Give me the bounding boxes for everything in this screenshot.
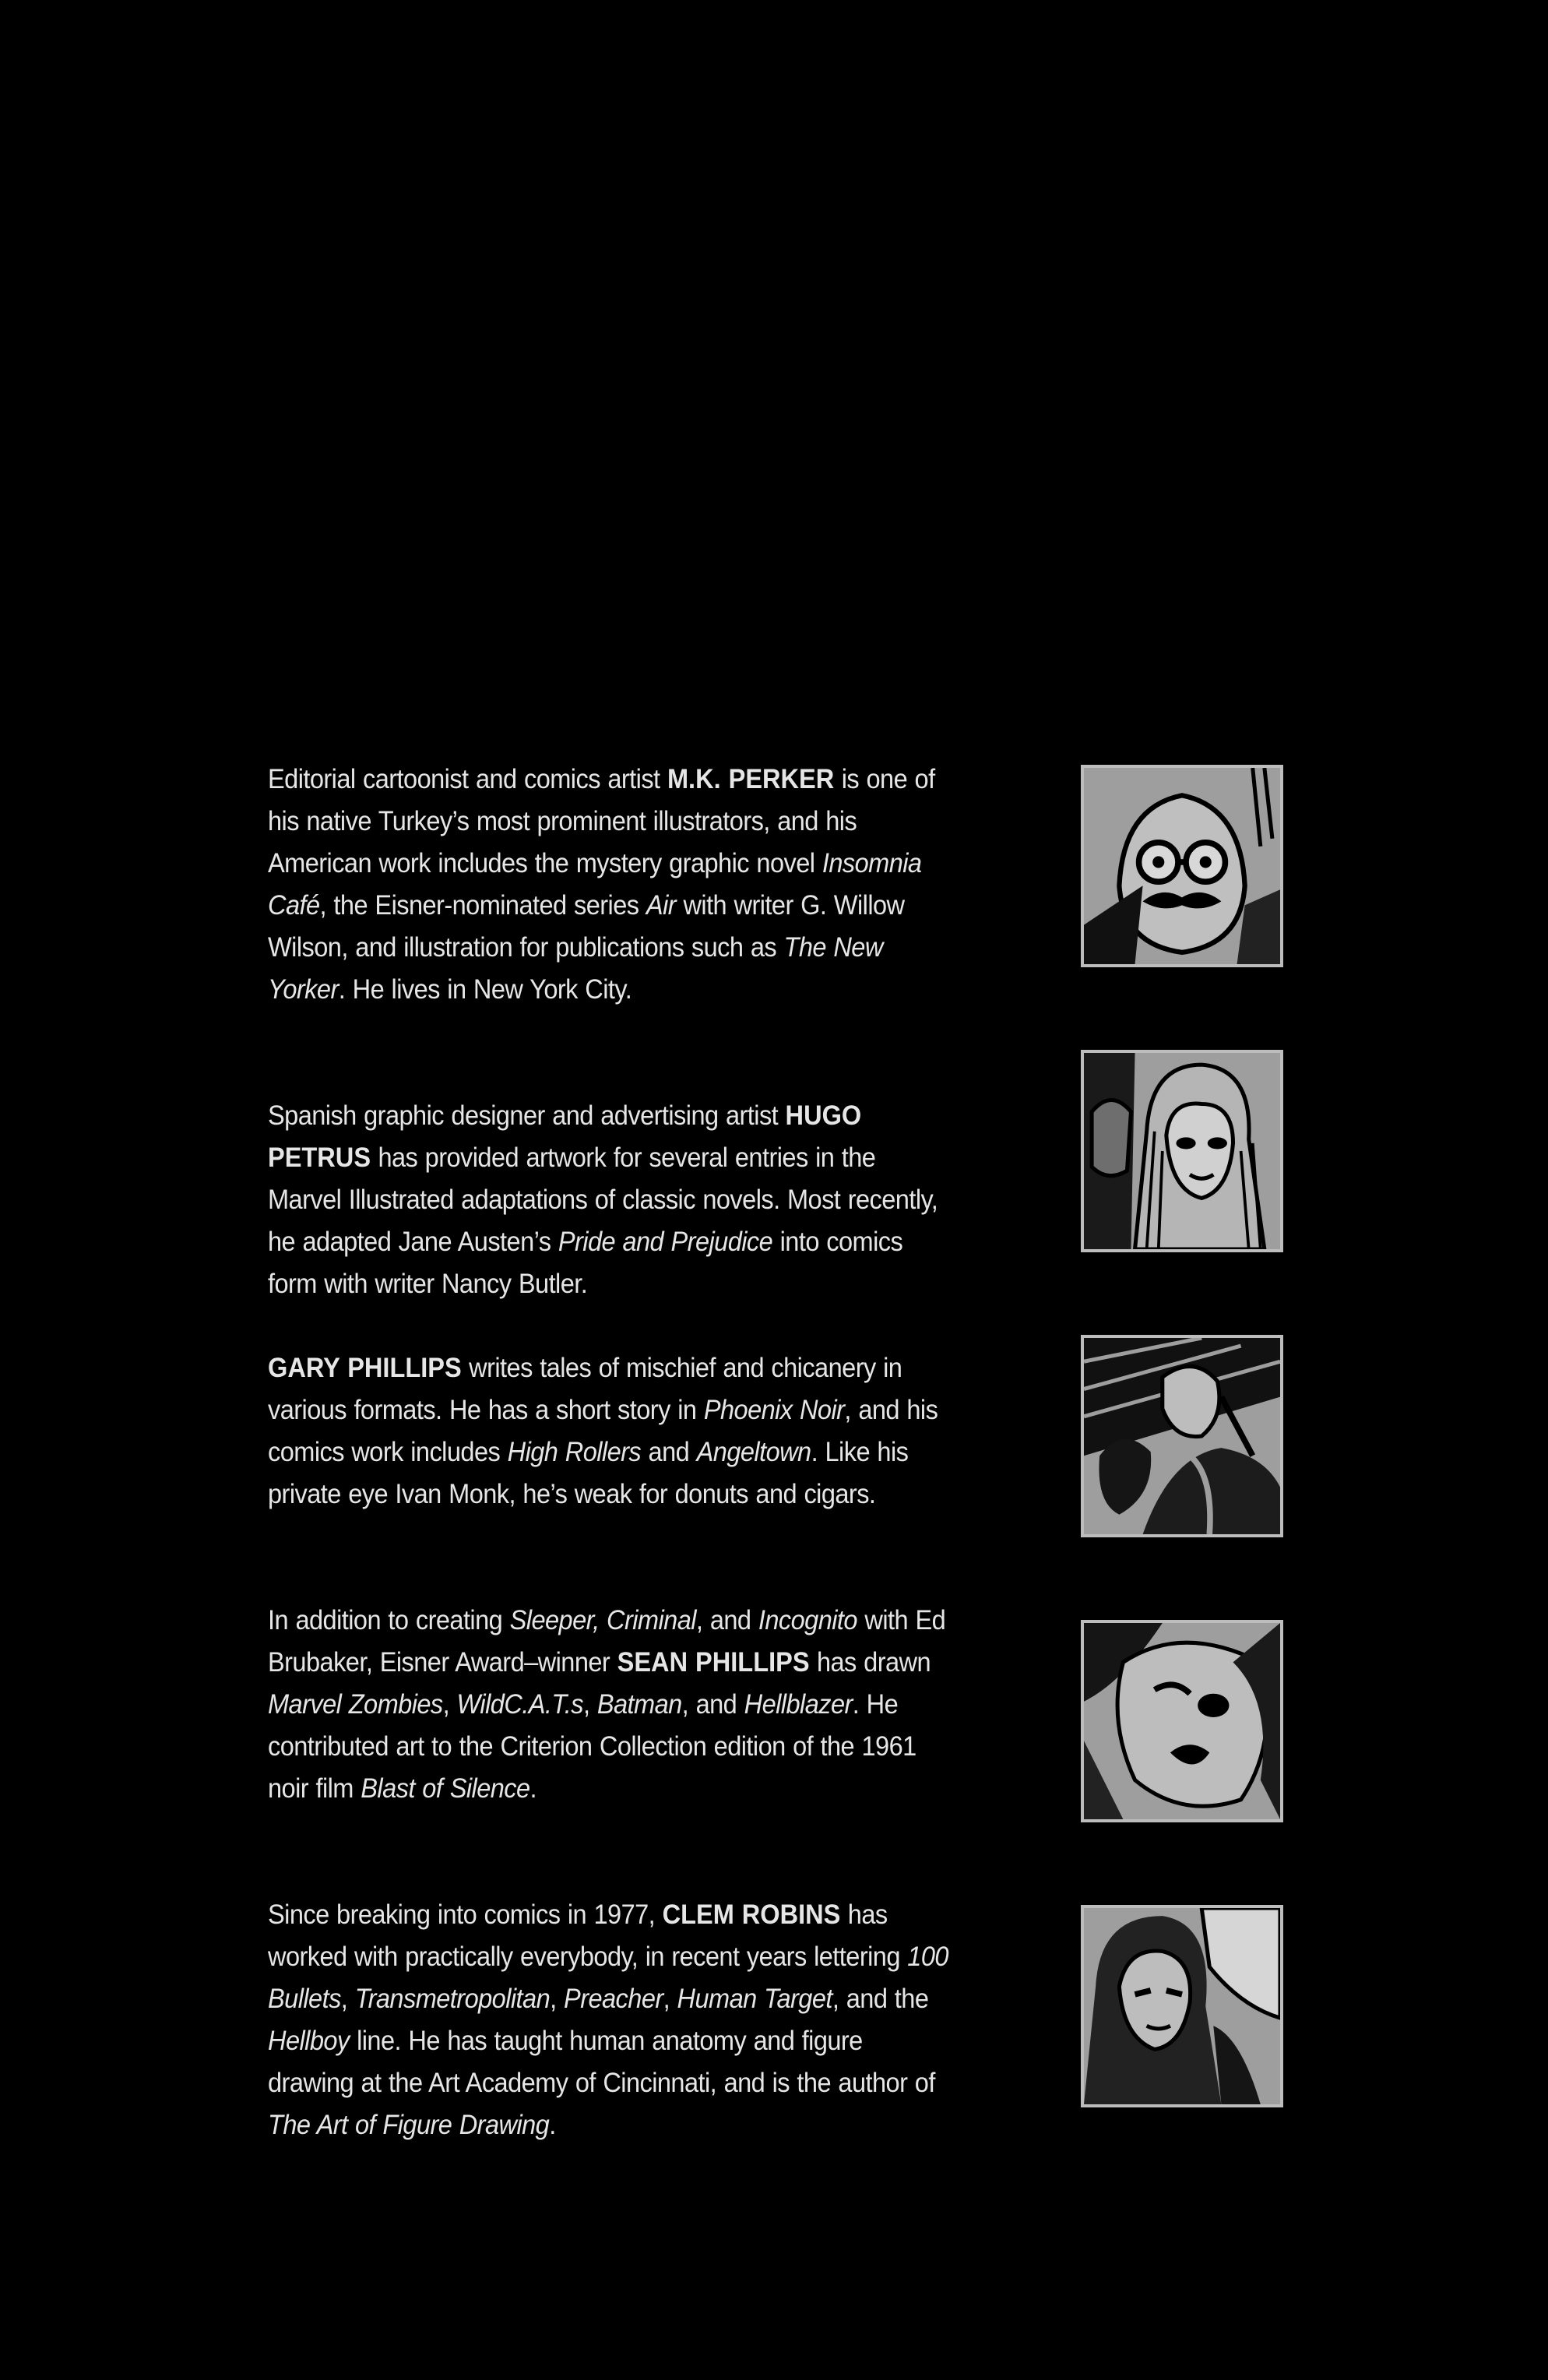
bio-text: . He lives in New York City. [338,974,632,1005]
bio-text: Since breaking into comics in 1977, [268,1899,663,1930]
bio-text: , and the [832,1984,929,2014]
bio-text: has provided artwork for several entries in the Marvel Illustrated adaptations of classic novels. Most recently, he adapted Jane Austen’s [268,1142,938,1257]
bio-text: , [582,1689,597,1720]
bio-title: WildC.A.T.s [456,1689,583,1720]
bio-title: Incognito [758,1605,857,1635]
bio-title: Insomnia Café [268,848,922,921]
bio-text: into comics form with writer Nancy Butler. [268,1227,903,1299]
gary-phillips-portrait-icon [1081,1335,1283,1537]
bio-title: Angeltown [696,1437,811,1467]
bio-title: Blast of Silence [361,1773,530,1804]
bio-text: . [549,2110,556,2140]
bio-title: Marvel Zombies [268,1689,443,1720]
bio-title: Air [646,890,677,921]
bio-title: Batman [596,1689,682,1720]
bio-text: line. He has taught human anatomy and figure drawing at the Art Academy of Cincinnati, and is the author of [268,2026,935,2098]
bio-text: Editorial cartoonist and comics artist [268,764,667,794]
bio-name: CLEM ROBINS [662,1899,841,1930]
bio-perker [268,759,948,1011]
bio-title: 100 Bullets [268,1942,948,2014]
bio-title: The New Yorker [268,932,883,1005]
bio-text: has worked with practically everybody, in recent years lettering [268,1899,908,1972]
bio-name: SEAN PHILLIPS [617,1647,810,1678]
bio-petrus [268,1095,948,1305]
bio-title: Hellboy [268,2026,350,2056]
bio-text: , and his comics work includes [268,1395,938,1467]
bio-text: with writer G. Willow Wilson, and illustration for publications such as [268,890,905,963]
bio-robins [268,1894,948,2146]
bio-title: High Rollers [507,1437,642,1467]
bio-title: Phoenix Noir [703,1395,845,1425]
bio-text: , and [681,1689,744,1720]
bio-text: with Ed Brubaker, Eisner Award–winner [268,1605,946,1678]
bio-title: Transmetropolitan [354,1984,551,2014]
bio-name: HUGO PETRUS [268,1100,862,1173]
bio-text: and [641,1437,697,1467]
bio-text: Spanish graphic designer and advertising artist [268,1100,786,1131]
bio-text: writes tales of mischief and chicanery in various formats. He has a short story in [268,1353,902,1425]
bio-text: , [442,1689,457,1720]
perker-portrait-icon [1081,765,1283,967]
bio-text: has drawn [809,1647,931,1678]
bio-gary-phillips [268,1347,948,1516]
bio-text: , [340,1984,355,2014]
bio-text: , [550,1984,565,2014]
bio-text: is one of his native Turkey’s most prominent illustrators, and his American work includes the mystery graphic novel [268,764,935,878]
bio-text: , the Eisner-nominated series [319,890,646,921]
bio-title: Hellblazer [744,1689,853,1720]
bio-text: In addition to creating [268,1605,510,1635]
bio-title: The Art of Figure Drawing [268,2110,550,2140]
robins-portrait-icon [1081,1905,1283,2107]
bio-text: . Like his private eye Ivan Monk, he’s weak for donuts and cigars. [268,1437,909,1509]
bio-text: . He contributed art to the Criterion Collection edition of the 1961 noir film [268,1689,916,1804]
bio-text: . [529,1773,537,1804]
bio-name: M.K. PERKER [667,764,835,794]
bio-title: Sleeper, Criminal [509,1605,696,1635]
bio-name: GARY PHILLIPS [268,1353,462,1383]
sean-phillips-portrait-icon [1081,1620,1283,1822]
bio-sean-phillips [268,1600,948,1810]
bio-text: , [663,1984,677,2014]
bio-title: Human Target [677,1984,832,2014]
petrus-portrait-icon [1081,1050,1283,1252]
bio-text: , and [695,1605,758,1635]
bio-title: Preacher [564,1984,663,2014]
bio-title: Pride and Prejudice [558,1227,773,1257]
